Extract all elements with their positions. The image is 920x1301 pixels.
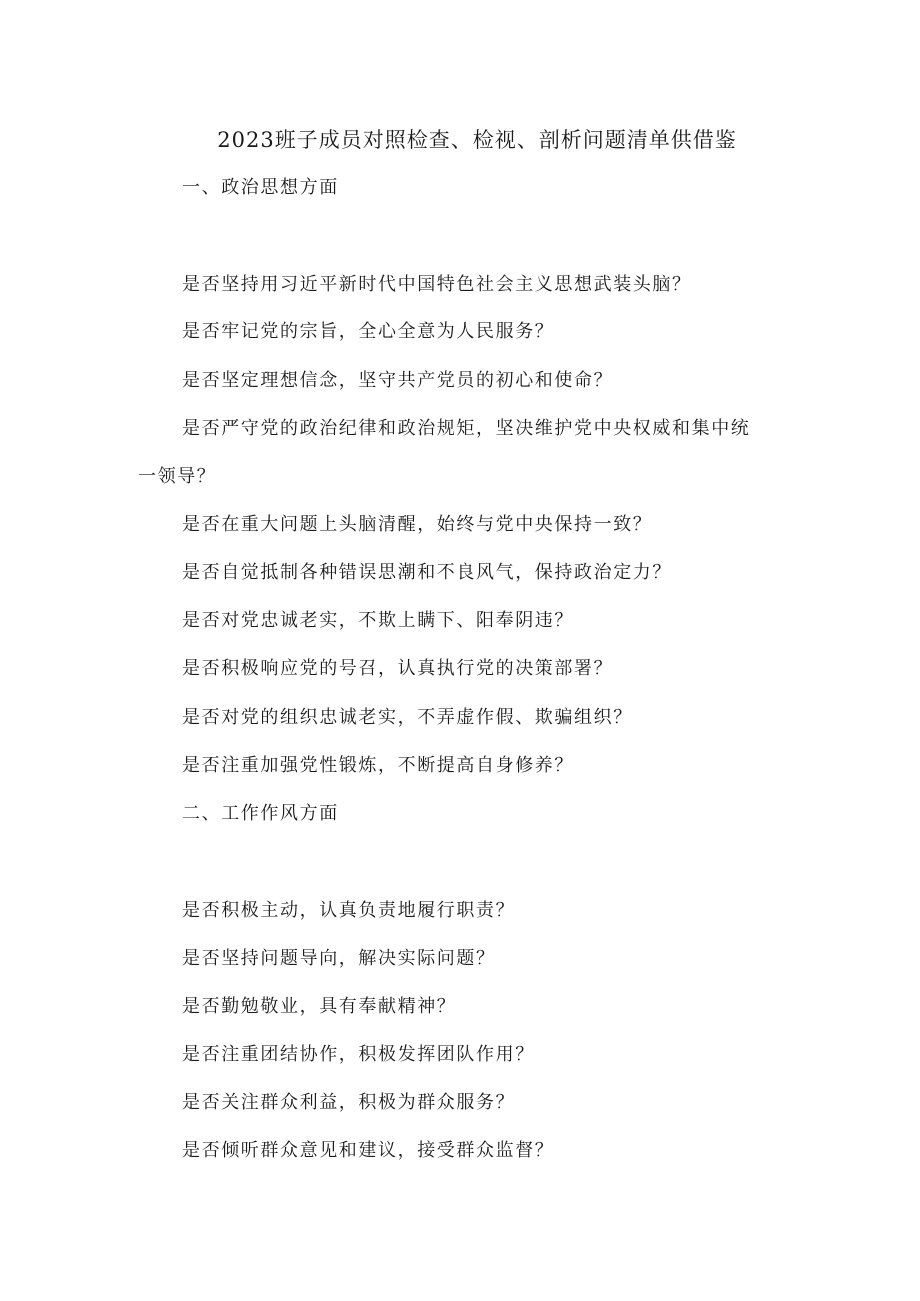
list-item: 是否坚定理想信念，坚守共产党员的初心和使命？: [182, 370, 614, 391]
section-heading-political: 一、政治思想方面: [182, 177, 339, 198]
list-item: 是否对党忠诚老实，不欺上瞒下、阳奉阴违？: [182, 610, 574, 631]
list-item-continuation: 一领导？: [138, 466, 217, 487]
list-item: 是否牢记党的宗旨，全心全意为人民服务？: [182, 321, 555, 342]
list-item: 是否注重加强党性锻炼，不断提高自身修养？: [182, 755, 574, 776]
list-item: 是否注重团结协作，积极发挥团队作用？: [182, 1044, 535, 1065]
list-item: 是否勤勉敬业，具有奉献精神？: [182, 996, 457, 1017]
document-title: 2023班子成员对照检查、检视、剖析问题清单供借鉴: [217, 128, 737, 152]
list-item: 是否积极主动，认真负责地履行职责？: [182, 900, 516, 921]
list-item: 是否积极响应党的号召，认真执行党的决策部署？: [182, 658, 614, 679]
list-item: 是否坚持用习近平新时代中国特色社会主义思想武装头脑？: [182, 274, 692, 295]
list-item: 是否关注群众利益，积极为群众服务？: [182, 1092, 516, 1113]
list-item: 是否倾听群众意见和建议，接受群众监督？: [182, 1140, 555, 1161]
list-item: 是否自觉抵制各种错误思潮和不良风气，保持政治定力？: [182, 562, 672, 583]
list-item: 是否严守党的政治纪律和政治规矩，坚决维护党中央权威和集中统: [182, 418, 751, 439]
list-item: 是否对党的组织忠诚老实，不弄虚作假、欺骗组织？: [182, 707, 633, 728]
list-item: 是否在重大问题上头脑清醒，始终与党中央保持一致？: [182, 514, 653, 535]
section-heading-work-style: 二、工作作风方面: [182, 803, 339, 824]
list-item: 是否坚持问题导向，解决实际问题？: [182, 948, 496, 969]
